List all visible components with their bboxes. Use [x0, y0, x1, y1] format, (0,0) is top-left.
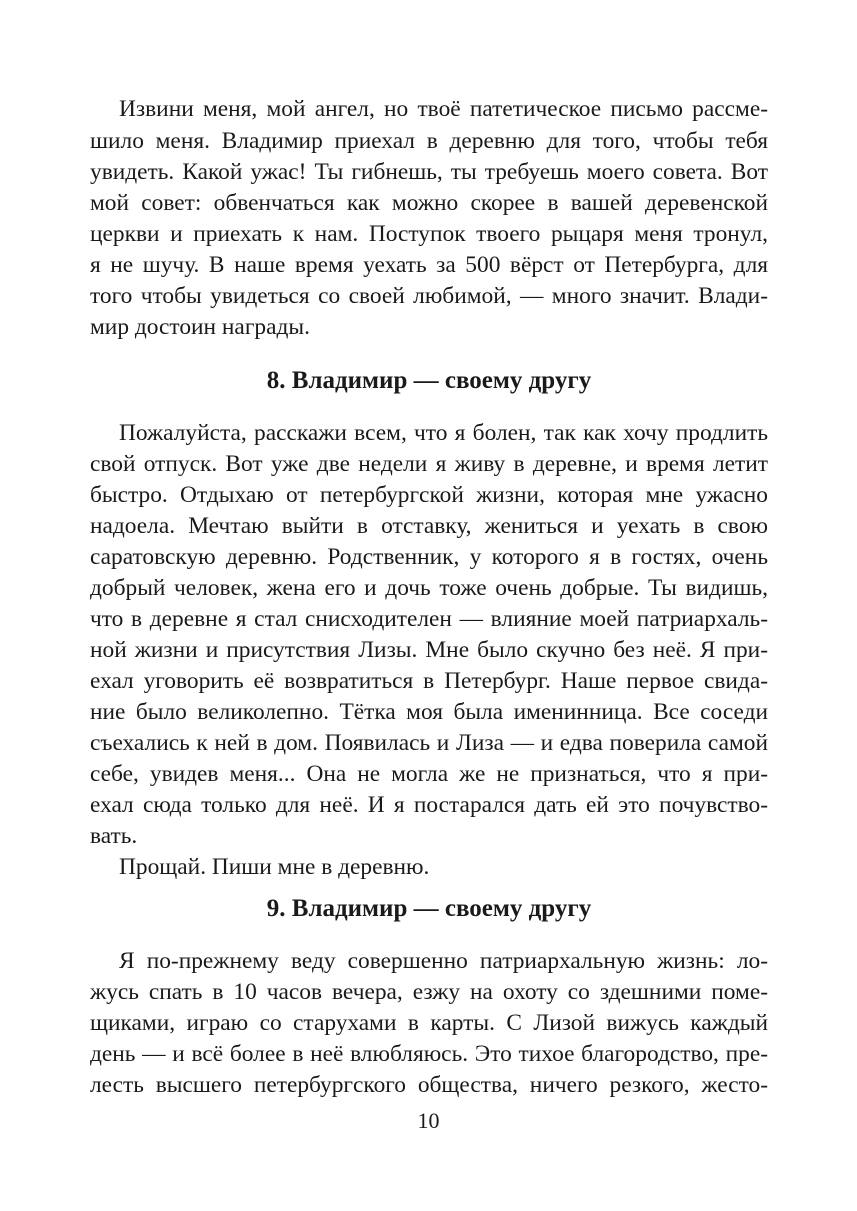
text-line: что в деревне я стал снисходителен — влияние моей патриархаль- — [90, 606, 768, 632]
text-line: день — и всё более в неё влюбляюсь. Это тихое благородство, пре- — [90, 1041, 768, 1067]
text-line: быстро. Отдыхаю от петербургской жизни, которая мне ужасно — [90, 482, 768, 508]
text-line: лесть высшего петербургского общества, ничего резкого, жесто- — [90, 1072, 768, 1098]
text-line: щиками, играю со старухами в карты. С Лизой вижусь каждый — [90, 1010, 768, 1036]
text-line: ние было великолепно. Тётка моя была именинница. Все соседи — [90, 699, 768, 725]
text-line: того чтобы увидеться со своей любимой, — много значит. Влади- — [90, 283, 768, 309]
section-8-closing: Прощай. Пиши мне в деревню. — [119, 854, 430, 880]
text-line: жусь спать в 10 часов вечера, езжу на охоту со здешними поме- — [90, 979, 768, 1005]
section-9-heading: 9. Владимир — своему другу — [266, 895, 592, 922]
text-line: себе, увидев меня... Она не могла же не признаться, что я при- — [90, 761, 768, 787]
page-number: 10 — [417, 1108, 440, 1133]
text-line: церкви и приехать к нам. Поступок твоего рыцаря меня тронул, — [90, 221, 768, 247]
text-line: Пожалуйста, расскажи всем, что я болен, так как хочу продлить — [119, 420, 768, 446]
text-line: Я по-прежнему веду совершенно патриархальную жизнь: ло- — [119, 948, 768, 974]
text-line: саратовскую деревню. Родственник, у которого я в гостях, очень — [90, 544, 768, 570]
text-line: увидеть. Какой ужас! Ты гибнешь, ты требуешь моего совета. Вот — [90, 159, 768, 185]
text-line: Извини меня, мой ангел, но твоё патетическое письмо рассме- — [119, 96, 768, 122]
text-line: надоела. Мечтаю выйти в отставку, жениться и уехать в свою — [90, 513, 768, 539]
section-8-heading: 8. Владимир — своему другу — [266, 367, 592, 394]
text-line: ной жизни и присутствия Лизы. Мне было скучно без неё. Я при- — [90, 637, 768, 663]
text-line: добрый человек, жена его и дочь тоже очень добрые. Ты видишь, — [90, 575, 768, 601]
text-line: мой совет: обвенчаться как можно скорее в вашей деревенской — [90, 190, 768, 216]
text-line: я не шучу. В наше время уехать за 500 вёрст от Петербурга, для — [90, 252, 768, 278]
text-line: шило меня. Владимир приехал в деревню для того, чтобы тебя — [90, 128, 768, 154]
text-line: ехал уговорить её возвратиться в Петербург. Наше первое свида- — [90, 668, 768, 694]
text-line: мир достоин награды. — [90, 314, 310, 340]
text-line: вать. — [90, 823, 138, 849]
text-line: свой отпуск. Вот уже две недели я живу в деревне, и время летит — [90, 451, 768, 477]
text-line: съехались к ней в дом. Появилась и Лиза — и едва поверила самой — [90, 730, 768, 756]
text-line: ехал сюда только для неё. И я постарался дать ей это почувство- — [90, 792, 768, 818]
